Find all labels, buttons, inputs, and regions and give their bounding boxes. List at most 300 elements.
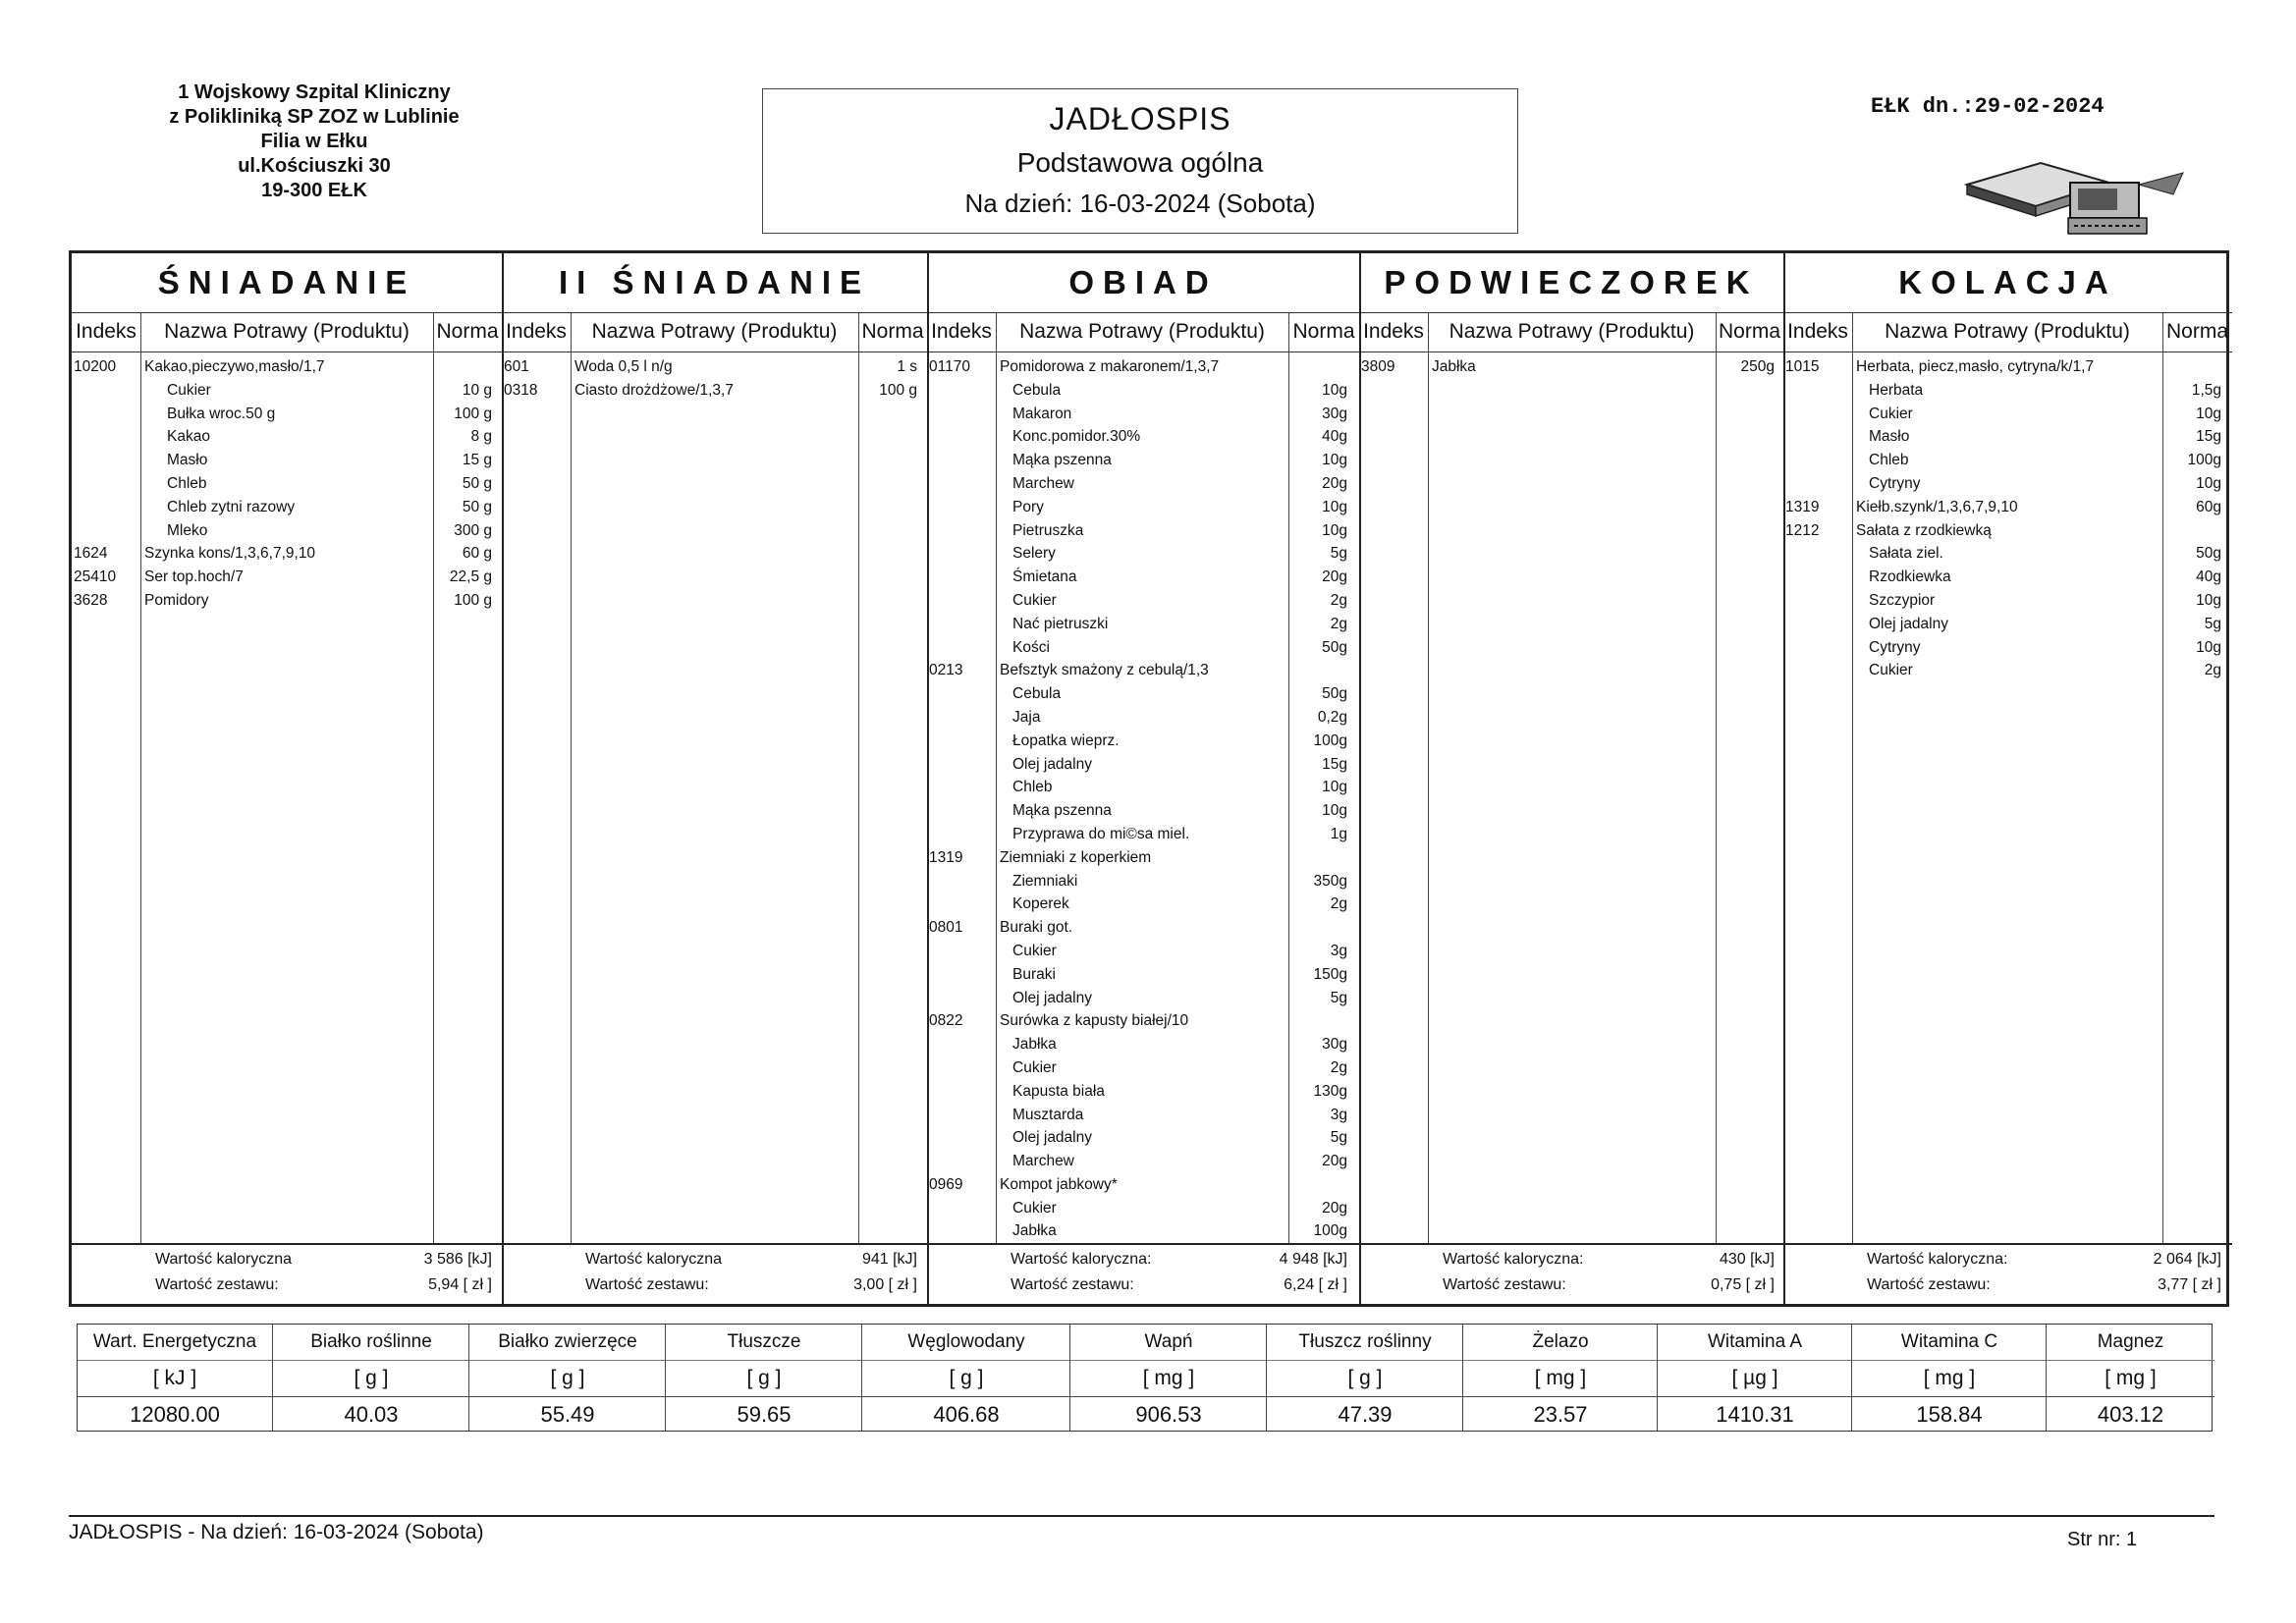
dish-quantity: 50 g [462,498,492,515]
ingredient-name: Pory [1012,498,1044,515]
menu-table [69,250,2229,1307]
ingredient-name: Sałata ziel. [1869,545,1943,563]
ingredient-row [1783,659,2232,682]
dish-index: 0822 [929,1012,963,1030]
nutrient-unit: [ mg ] [1463,1361,1658,1397]
ingredient-name: Chleb zytni razowy [167,498,296,515]
dish-quantity: 5g [1330,989,1347,1006]
dish-row [1783,355,2232,379]
ingredient-row [927,1219,1359,1243]
col-head-norm: Norma [2165,320,2228,343]
nutrient-value: 1410.31 [1716,1402,1794,1427]
ingredient-row [927,1033,1359,1056]
nutrient-cell [1069,1325,1267,1431]
dish-quantity: 30g [1322,1036,1347,1054]
nutrient-value: 12080.00 [130,1402,220,1427]
ingredient-name: Olej jadalny [1012,989,1092,1006]
col-head-name: Nazwa Potrawy (Produktu) [1885,320,2130,343]
footer-title: JADŁOSPIS - Na dzień: 16-03-2024 (Sobota) [69,1521,484,1543]
dish-quantity: 150g [1313,965,1347,983]
dish-row [502,355,927,379]
hospital-line: Filia w Ełku [260,131,368,152]
col-head-name: Nazwa Potrawy (Produktu) [164,320,410,343]
dish-name: Herbata, piecz,masło, cytryna/k/1,7 [1856,358,2095,375]
nutrient-unit: [ g ] [273,1361,469,1397]
col-head-name: Nazwa Potrawy (Produktu) [1449,320,1695,343]
ingredient-name: Łopatka wieprz. [1012,731,1120,749]
meal-summary [502,1245,927,1304]
dish-quantity: 5g [1330,545,1347,563]
ingredient-row [927,893,1359,916]
nutrient-cell [1851,1325,2047,1431]
ingredient-name: Cebula [1012,381,1062,399]
dish-list [1359,355,1783,379]
dish-quantity: 10g [1322,521,1347,539]
ingredient-name: Cukier [1869,405,1913,422]
ingredient-row [927,940,1359,963]
dish-name: Ziemniaki z koperkiem [1000,848,1152,866]
dish-quantity: 100g [2187,452,2221,469]
meal-column [72,253,502,1304]
col-head-norm: Norma [1718,320,1780,343]
diet-name: Podstawowa ogólna [1016,147,1264,178]
ingredient-row [927,542,1359,566]
dish-quantity: 50g [1322,685,1347,703]
ingredient-row [927,379,1359,403]
ingredient-name: Musztarda [1012,1106,1084,1123]
ingredient-row [72,519,502,543]
ingredient-row [1783,472,2232,496]
dish-quantity: 20g [1322,1153,1347,1170]
nutrient-unit: [ g ] [862,1361,1070,1397]
nutrient-cell [78,1325,272,1431]
dish-name: Sałata z rzodkiewką [1856,521,1992,539]
nutrient-cell [665,1325,862,1431]
ingredient-row [927,636,1359,660]
meal-column [502,253,927,1304]
calorie-label: Wartość kaloryczna: [1011,1251,1152,1268]
dish-quantity: 10g [1322,802,1347,820]
ingredient-row [1783,425,2232,449]
ingredient-name: Chleb [1869,452,1909,469]
ingredient-row [1783,449,2232,472]
ingredient-row [1783,403,2232,426]
dish-row [1783,496,2232,519]
dish-quantity: 10g [1322,452,1347,469]
ingredient-row [927,682,1359,706]
page-number: Str nr: 1 [2067,1529,2138,1550]
ingredient-name: Herbata [1869,381,1924,399]
dish-quantity: 3g [1330,942,1347,959]
ingredient-name: Szczypior [1869,591,1936,609]
col-head-index: Indeks [76,320,137,343]
ingredient-name: Olej jadalny [1012,1129,1092,1147]
nutrient-cell [1657,1325,1852,1431]
nutrient-label: Żelazo [1463,1325,1658,1361]
issue-date: EŁK dn.:29-02-2024 [1871,94,2105,119]
dish-row [927,916,1359,940]
dish-quantity: 22,5 g [449,568,492,586]
nutrient-cell [1266,1325,1463,1431]
dish-quantity: 2g [2204,662,2221,679]
ingredient-row [927,823,1359,846]
ingredient-row [927,519,1359,543]
dish-quantity: 100g [1313,731,1347,749]
meal-title: ŚNIADANIE [72,253,502,313]
dish-quantity: 10g [1322,381,1347,399]
dish-quantity: 8 g [470,428,492,446]
nutrient-label: Wapń [1070,1325,1267,1361]
column-divider [571,312,572,1245]
calorie-label: Wartość kaloryczna [585,1251,722,1268]
dish-index: 0318 [504,381,538,399]
ingredient-name: Olej jadalny [1869,615,1948,632]
ingredient-row [1783,589,2232,613]
nutrient-label: Tłuszcz roślinny [1267,1325,1463,1361]
col-head-norm: Norma [1292,320,1355,343]
meal-column [1359,253,1783,1304]
ingredient-name: Masło [1869,428,1910,446]
ingredient-row [927,403,1359,426]
nutrient-cell [1462,1325,1658,1431]
nutrient-unit: [ g ] [666,1361,862,1397]
ingredient-name: Olej jadalny [1012,755,1092,773]
nutrient-value: 403.12 [2097,1402,2164,1427]
nutrient-label: Tłuszcze [666,1325,862,1361]
ingredient-name: Kości [1012,638,1050,656]
ingredient-name: Pietruszka [1012,521,1084,539]
dish-list [72,355,502,613]
dish-quantity: 15g [1322,755,1347,773]
dish-index: 3809 [1361,358,1395,375]
dish-quantity: 40g [2196,568,2221,586]
ingredient-name: Bułka wroc.50 g [167,405,276,422]
nutrient-value: 158.84 [1916,1402,1983,1427]
dish-quantity: 30g [1322,405,1347,422]
cost-value: 0,75 [ zł ] [1711,1276,1775,1293]
ingredient-name: Koperek [1012,895,1069,913]
dish-name: Buraki got. [1000,919,1073,937]
dish-index: 1212 [1785,521,1820,539]
dish-list [1783,355,2232,682]
dish-quantity: 100 g [454,405,492,422]
menu-date: Na dzień: 16-03-2024 (Sobota) [964,189,1316,218]
ingredient-name: Cytryny [1869,638,1921,656]
nutrition-table [77,1324,2213,1432]
nutrient-unit: [ mg ] [1070,1361,1267,1397]
dish-quantity: 10g [1322,498,1347,515]
ingredient-row [927,1150,1359,1173]
ingredient-row [1783,613,2232,636]
cost-label: Wartość zestawu: [585,1276,709,1293]
dish-name: Jabłka [1432,358,1476,375]
dish-quantity: 60g [2196,498,2221,515]
ingredient-name: Kakao [167,428,210,446]
meal-title: KOLACJA [1783,253,2232,313]
dish-row [927,355,1359,379]
ingredient-row [72,449,502,472]
dish-quantity: 100g [1313,1222,1347,1240]
nutrient-cell [272,1325,469,1431]
ingredient-name: Buraki [1012,965,1056,983]
ingredient-row [927,730,1359,753]
dish-name: Ser top.hoch/7 [144,568,244,586]
dish-row [72,542,502,566]
dish-name: Befsztyk smażony z cebulą/1,3 [1000,662,1209,679]
ingredient-row [927,566,1359,589]
meal-divider [502,253,504,1304]
dish-quantity: 50g [1322,638,1347,656]
dish-quantity: 100 g [879,381,917,399]
footer-rule [69,1515,2214,1517]
hospital-line: ul.Kościuszki 30 [238,155,391,177]
ingredient-row [72,496,502,519]
nutrient-unit: [ µg ] [1658,1361,1852,1397]
dish-index: 01170 [929,358,970,375]
ingredient-row [1783,379,2232,403]
col-head-norm: Norma [436,320,499,343]
dish-row [1359,355,1783,379]
dish-list [502,355,927,403]
nutrient-value: 59.65 [737,1402,792,1427]
ingredient-row [927,1104,1359,1127]
dish-quantity: 2g [1330,1058,1347,1076]
nutrient-label: Witamina A [1658,1325,1852,1361]
dish-row [502,379,927,403]
cost-value: 6,24 [ zł ] [1284,1276,1347,1293]
ingredient-row [1783,636,2232,660]
ingredient-row [72,379,502,403]
ingredient-name: Rzodkiewka [1869,568,1951,586]
nutrient-label: Wart. Energetyczna [78,1325,272,1361]
ingredient-row [927,1197,1359,1220]
book-computer-logo-icon [1962,155,2188,248]
cost-label: Wartość zestawu: [1011,1276,1134,1293]
dish-quantity: 20g [1322,568,1347,586]
meal-divider [1359,253,1361,1304]
cost-value: 5,94 [ zł ] [428,1276,492,1293]
dish-quantity: 10g [2196,638,2221,656]
column-divider [1428,312,1429,1245]
col-head-name: Nazwa Potrawy (Produktu) [1019,320,1265,343]
dish-row [72,589,502,613]
column-divider [1716,312,1717,1245]
dish-quantity: 10g [2196,405,2221,422]
ingredient-row [927,589,1359,613]
ingredient-row [927,776,1359,799]
cost-label: Wartość zestawu: [1867,1276,1991,1293]
calorie-label: Wartość kaloryczna: [1443,1251,1584,1268]
dish-quantity: 250g [1740,358,1775,375]
title-box [762,88,1518,234]
nutrient-label: Białko zwierzęce [469,1325,666,1361]
dish-quantity: 40g [1322,428,1347,446]
dish-quantity: 10g [2196,474,2221,492]
dish-row [927,1173,1359,1197]
dish-quantity: 20g [1322,474,1347,492]
hospital-address [118,81,511,203]
nutrient-label: Białko roślinne [273,1325,469,1361]
nutrient-unit: [ g ] [469,1361,666,1397]
dish-quantity: 130g [1313,1082,1347,1100]
nutrient-cell [2046,1325,2214,1431]
ingredient-name: Makaron [1012,405,1072,422]
ingredient-row [72,403,502,426]
dish-name: Pomidorowa z makaronem/1,3,7 [1000,358,1220,375]
ingredient-row [927,799,1359,823]
ingredient-row [927,449,1359,472]
ingredient-name: Marchew [1012,1153,1074,1170]
ingredient-name: Cukier [1012,942,1057,959]
dish-quantity: 0,2g [1317,708,1347,726]
hospital-line: 1 Wojskowy Szpital Kliniczny [178,81,451,103]
meal-summary [1783,1245,2232,1304]
dish-quantity: 2g [1330,895,1347,913]
ingredient-name: Cukier [1012,1199,1057,1217]
dish-index: 0213 [929,662,963,679]
dish-quantity: 2g [1330,591,1347,609]
dish-index: 10200 [74,358,117,375]
ingredient-name: Mleko [167,521,208,539]
dish-name: Kakao,pieczywo,masło/1,7 [144,358,325,375]
cost-value: 3,00 [ zł ] [853,1276,917,1293]
dish-name: Pomidory [144,591,209,609]
ingredient-row [927,613,1359,636]
nutrient-label: Węglowodany [862,1325,1070,1361]
meal-title: II ŚNIADANIE [502,253,927,313]
ingredient-name: Masło [167,452,208,469]
ingredient-name: Mąka pszenna [1012,802,1112,820]
dish-quantity: 15 g [462,452,492,469]
ingredient-name: Jabłka [1012,1036,1057,1054]
ingredient-row [927,963,1359,987]
ingredient-row [927,706,1359,730]
calorie-value: 941 [kJ] [861,1251,917,1268]
ingredient-name: Cukier [167,381,211,399]
ingredient-row [927,1056,1359,1080]
dish-quantity: 60 g [462,545,492,563]
ingredient-row [927,1126,1359,1150]
dish-index: 601 [504,358,529,375]
ingredient-name: Chleb [167,474,207,492]
ingredient-row [927,870,1359,893]
ingredient-name: Jaja [1012,708,1041,726]
nutrient-value: 55.49 [540,1402,595,1427]
calorie-value: 2 064 [kJ] [2153,1251,2221,1268]
dish-quantity: 10g [2196,591,2221,609]
meal-column [927,253,1359,1304]
ingredient-name: Konc.pomidor.30% [1012,428,1141,446]
dish-row [1783,519,2232,543]
col-head-index: Indeks [506,320,567,343]
dish-name: Surówka z kapusty białej/10 [1000,1012,1189,1030]
cost-value: 3,77 [ zł ] [2158,1276,2221,1293]
dish-name: Kiełb.szynk/1,3,6,7,9,10 [1856,498,2018,515]
hospital-line: 19-300 EŁK [261,180,367,201]
dish-quantity: 1g [1330,825,1347,842]
ingredient-row [1783,566,2232,589]
nutrient-label: Magnez [2047,1325,2214,1361]
ingredient-name: Cukier [1012,591,1057,609]
column-divider [858,312,859,1245]
dish-row [927,846,1359,870]
col-head-name: Nazwa Potrawy (Produktu) [591,320,838,343]
meal-summary [72,1245,502,1304]
dish-index: 1015 [1785,358,1820,375]
meal-title: OBIAD [927,253,1359,313]
nutrient-unit: [ g ] [1267,1361,1463,1397]
dish-quantity: 50 g [462,474,492,492]
nutrient-cell [861,1325,1070,1431]
dish-quantity: 10 g [462,381,492,399]
nutrient-unit: [ mg ] [2047,1361,2214,1397]
ingredient-name: Cukier [1012,1058,1057,1076]
document-title: JADŁOSPIS [1049,101,1231,136]
dish-name: Woda 0,5 l n/g [574,358,673,375]
ingredient-name: Mąka pszenna [1012,452,1112,469]
nutrient-value: 40.03 [344,1402,399,1427]
meal-summary [927,1245,1359,1304]
ingredient-row [72,472,502,496]
dish-quantity: 2g [1330,615,1347,632]
calorie-label: Wartość kaloryczna: [1867,1251,2008,1268]
hospital-line: z Polikliniką SP ZOZ w Lublinie [169,106,460,128]
dish-quantity: 5g [2204,615,2221,632]
dish-quantity: 1 s [897,358,917,375]
nutrient-cell [468,1325,666,1431]
ingredient-row [927,753,1359,777]
dish-name: Ciasto drożdżowe/1,3,7 [574,381,734,399]
nutrient-unit: [ kJ ] [78,1361,272,1397]
dish-index: 1319 [1785,498,1820,515]
calorie-value: 3 586 [kJ] [423,1251,492,1268]
ingredient-name: Selery [1012,545,1056,563]
ingredient-name: Przyprawa do mi©sa miel. [1012,825,1190,842]
ingredient-row [927,472,1359,496]
dish-quantity: 50g [2196,545,2221,563]
meal-title: PODWIECZOREK [1359,253,1783,313]
col-head-index: Indeks [931,320,992,343]
dish-index: 3628 [74,591,108,609]
calorie-value: 4 948 [kJ] [1279,1251,1347,1268]
dish-quantity: 1,5g [2191,381,2221,399]
col-head-index: Indeks [1363,320,1424,343]
dish-name: Szynka kons/1,3,6,7,9,10 [144,545,316,563]
dish-quantity: 20g [1322,1199,1347,1217]
ingredient-name: Cukier [1869,662,1913,679]
meal-summary [1359,1245,1783,1304]
dish-quantity: 300 g [454,521,492,539]
dish-index: 0969 [929,1175,963,1193]
dish-index: 1319 [929,848,963,866]
ingredient-row [72,425,502,449]
dish-name: Kompot jabkowy* [1000,1175,1118,1193]
dish-quantity: 100 g [454,591,492,609]
ingredient-row [1783,542,2232,566]
ingredient-name: Cytryny [1869,474,1921,492]
dish-row [72,355,502,379]
dish-row [927,659,1359,682]
ingredient-name: Cebula [1012,685,1062,703]
calorie-value: 430 [kJ] [1719,1251,1775,1268]
ingredient-name: Chleb [1012,779,1053,796]
ingredient-row [927,987,1359,1010]
dish-list [927,355,1359,1243]
meal-column [1783,253,2232,1304]
dish-quantity: 350g [1313,872,1347,890]
ingredient-row [927,496,1359,519]
dish-row [927,1009,1359,1033]
